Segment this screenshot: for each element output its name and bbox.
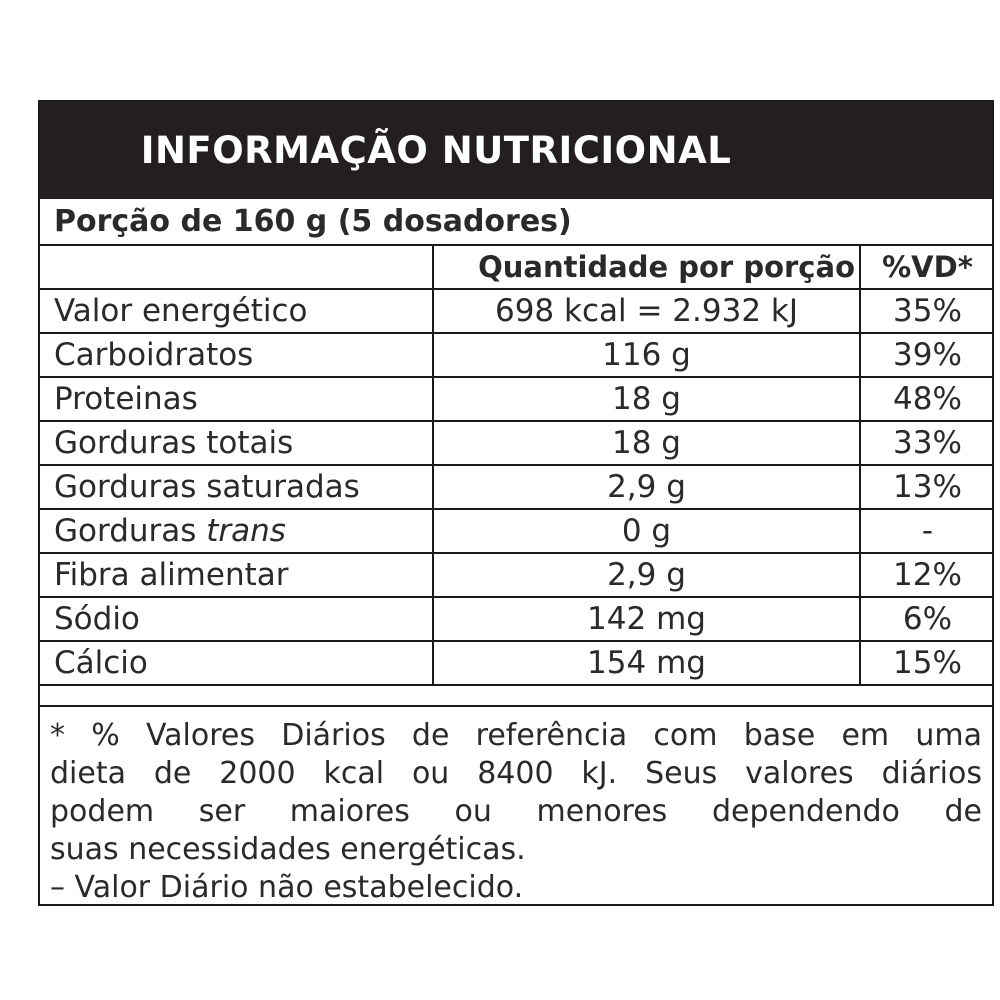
nutrient-dv: 6% xyxy=(860,597,994,641)
footnote-line: dieta de 2000 kcal ou 8400 kJ. Seus valores diários xyxy=(50,756,982,791)
footnote-line: – Valor Diário não estabelecido. xyxy=(50,870,524,905)
nutrient-name: Gorduras totais xyxy=(40,421,433,465)
table-row xyxy=(40,421,994,465)
label-title: INFORMAÇÃO NUTRICIONAL xyxy=(140,129,732,172)
nutrient-amount: 154 mg xyxy=(433,641,860,685)
nutrient-amount: 2,9 g xyxy=(433,465,860,509)
table-row xyxy=(40,553,994,597)
footnote xyxy=(40,705,992,907)
table-row xyxy=(40,465,994,509)
nutrition-table xyxy=(40,246,994,686)
nutrient-amount: 18 g xyxy=(433,421,860,465)
nutrient-name: Sódio xyxy=(40,597,433,641)
table-row xyxy=(40,289,994,333)
nutrient-name: Cálcio xyxy=(40,641,433,685)
nutrient-dv: 33% xyxy=(860,421,994,465)
nutrition-label xyxy=(38,100,994,906)
nutrient-name: Valor energético xyxy=(40,289,433,333)
header-empty-cell xyxy=(40,246,433,289)
nutrient-name: Proteinas xyxy=(40,377,433,421)
nutrient-dv: 13% xyxy=(860,465,994,509)
footnote-line: * % Valores Diários de referência com base em uma xyxy=(50,718,982,753)
footnote-line: podem ser maiores ou menores dependendo de xyxy=(50,794,982,829)
nutrient-amount: 0 g xyxy=(433,509,860,553)
table-row xyxy=(40,509,994,553)
nutrient-amount: 142 mg xyxy=(433,597,860,641)
label-header xyxy=(40,102,992,199)
nutrient-amount: 116 g xyxy=(433,333,860,377)
nutrient-name: Gorduras xyxy=(54,513,197,549)
nutrient-dv: 15% xyxy=(860,641,994,685)
nutrient-dv: 39% xyxy=(860,333,994,377)
nutrient-amount: 698 kcal = 2.932 kJ xyxy=(433,289,860,333)
nutrient-name: Fibra alimentar xyxy=(40,553,433,597)
nutrient-dv: - xyxy=(860,509,994,553)
footnote-line: suas necessidades energéticas. xyxy=(50,832,526,867)
table-row xyxy=(40,641,994,685)
table-row xyxy=(40,377,994,421)
nutrient-amount: 18 g xyxy=(433,377,860,421)
nutrient-name: Gorduras saturadas xyxy=(40,465,433,509)
nutrient-dv: 12% xyxy=(860,553,994,597)
header-dv: %VD* xyxy=(860,246,994,289)
table-row xyxy=(40,333,994,377)
nutrient-name: Carboidratos xyxy=(40,333,433,377)
nutrient-amount: 2,9 g xyxy=(433,553,860,597)
portion-size: Porção de 160 g (5 dosadores) xyxy=(40,199,992,246)
table-header-row xyxy=(40,246,994,289)
nutrient-dv: 48% xyxy=(860,377,994,421)
header-amount: Quantidade por porção xyxy=(433,246,860,289)
nutrient-name-cell xyxy=(40,509,433,553)
nutrient-name-italic: trans xyxy=(206,513,286,549)
table-row xyxy=(40,597,994,641)
nutrient-dv: 35% xyxy=(860,289,994,333)
